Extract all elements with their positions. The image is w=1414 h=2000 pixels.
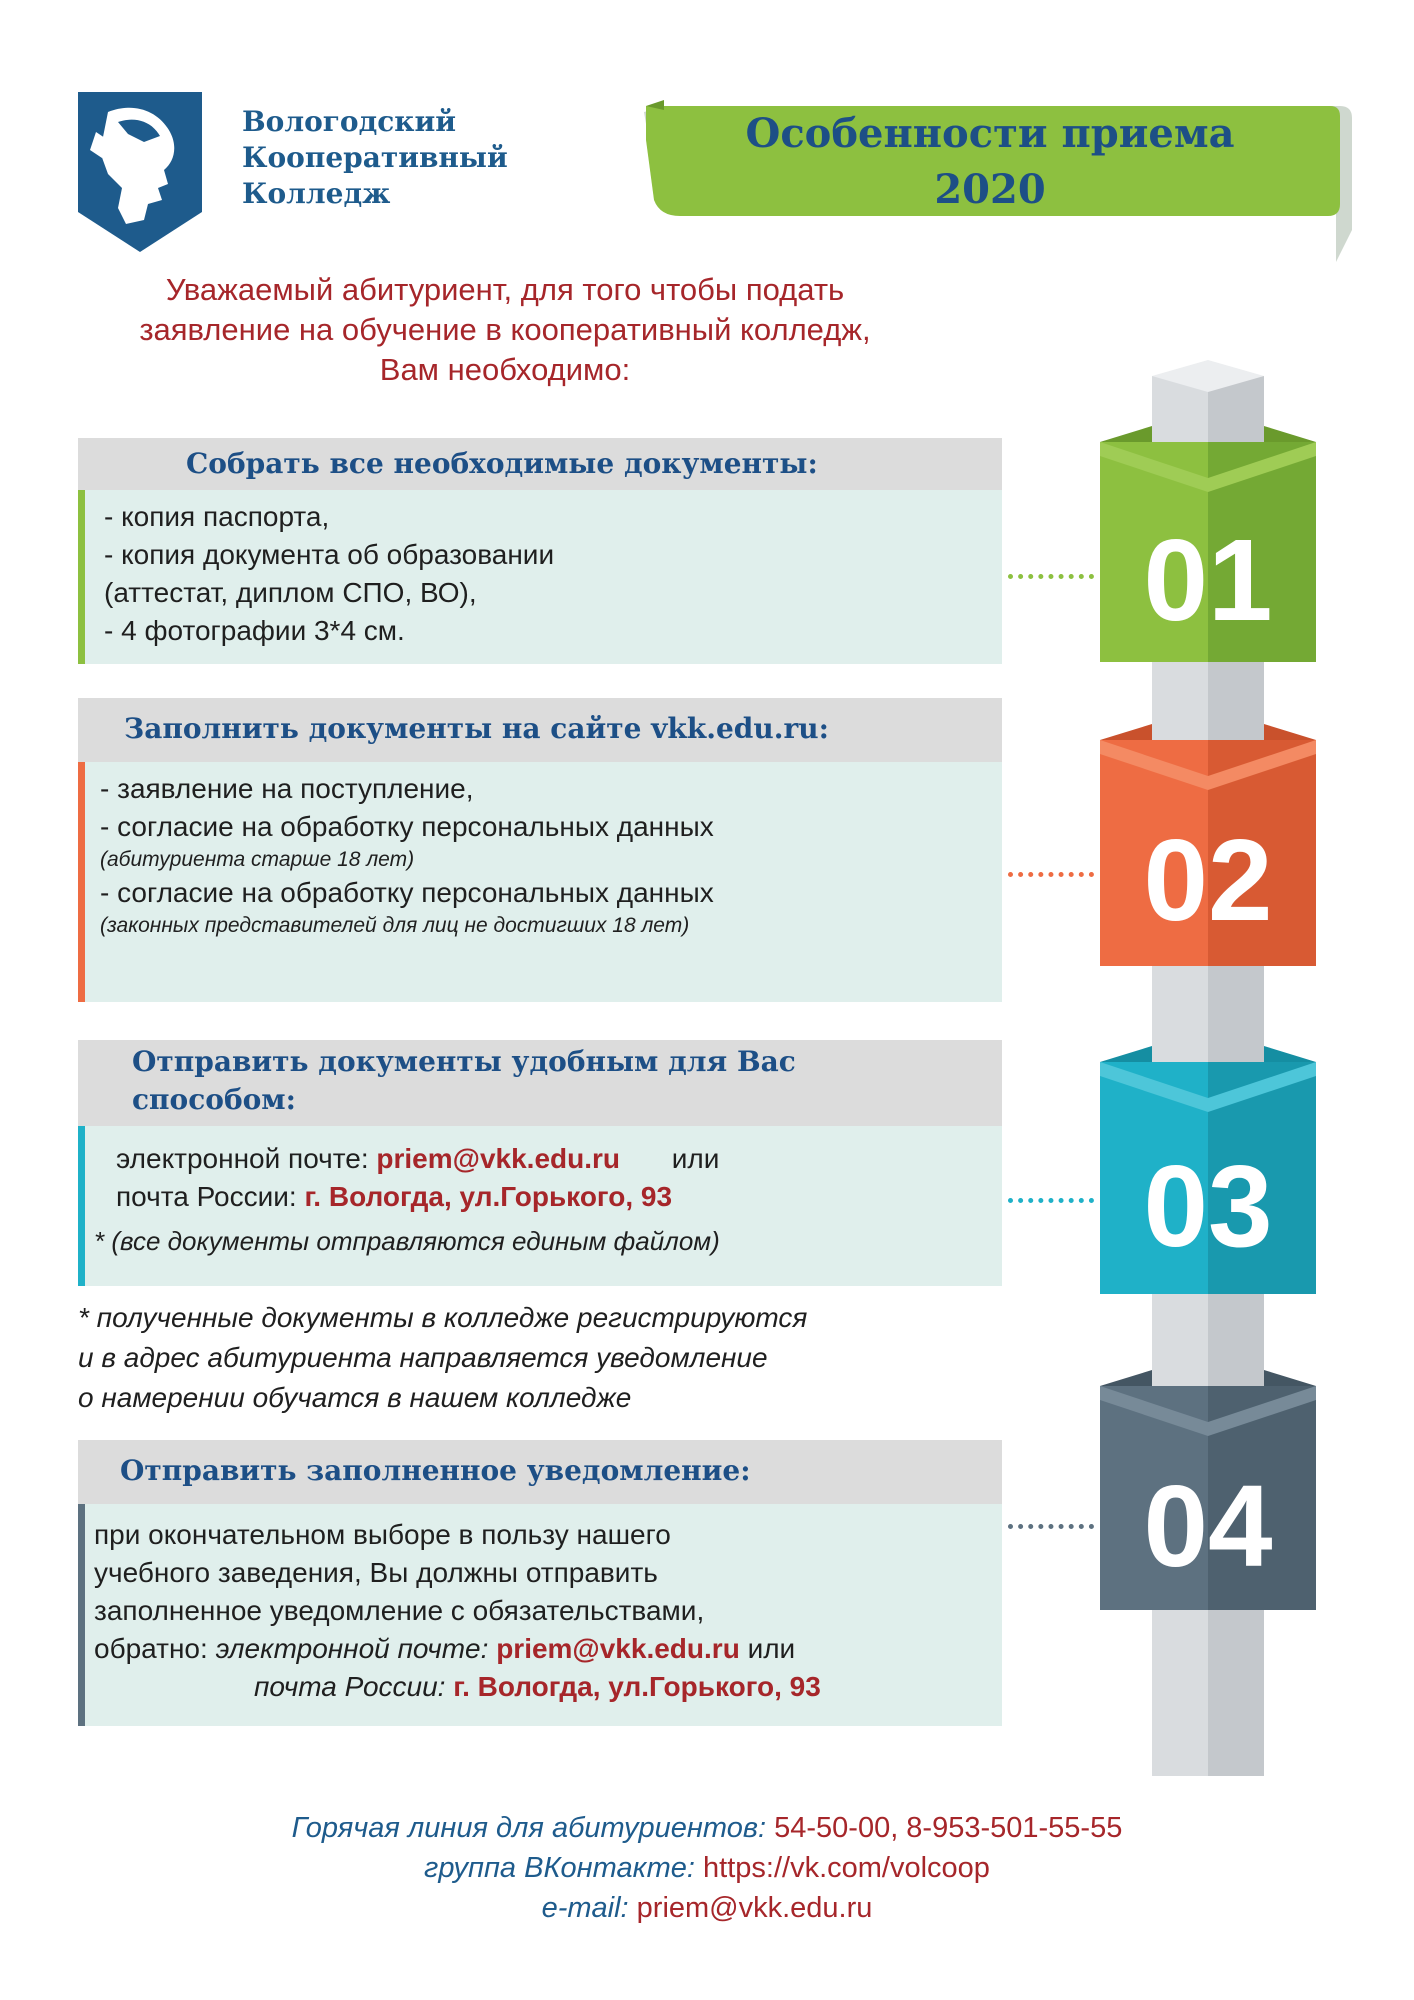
email-label: электронной почте: (215, 1633, 489, 1664)
step-3-title-line2: способом: (132, 1083, 296, 1116)
note-line3: о намерении обучатся в нашем колледже (78, 1382, 632, 1413)
vk-row (0, 1848, 1414, 1888)
step-4-line: заполненное уведомление с обязательствами, (94, 1595, 705, 1626)
post-address: г. Вологда, ул.Горького, 93 (304, 1181, 673, 1212)
email-label: электронной почте: (116, 1143, 369, 1174)
back-label: обратно: (94, 1633, 208, 1664)
step-2-note: (абитуриента старше 18 лет) (100, 848, 415, 871)
step-2-note: (законных представителей для лиц не достигших 18 лет) (100, 914, 690, 937)
email-link[interactable]: priem@vkk.edu.ru (376, 1143, 620, 1174)
step-2-title: Заполнить документы на сайте vkk.edu.ru: (78, 698, 1002, 762)
vk-label: группа ВКонтакте: (424, 1852, 695, 1884)
step-1-line: - 4 фотографии 3*4 см. (104, 615, 405, 646)
step-3-card (78, 1040, 1002, 1286)
step-3-post-row (116, 1178, 1002, 1216)
step-2-line: - заявление на поступление, (100, 773, 474, 804)
or-text: или (747, 1633, 796, 1664)
email-label: e-mail: (541, 1892, 629, 1924)
intro-line2: заявление на обучение в кооперативный колледж, (139, 312, 871, 347)
post-address: г. Вологда, ул.Горького, 93 (453, 1671, 821, 1702)
intro-line1: Уважаемый абитуриент, для того чтобы подать (165, 272, 845, 307)
step-4-body (78, 1516, 1002, 1706)
step-2-number: 02 (1143, 815, 1273, 945)
page-title-line1: Особенности приема (745, 110, 1235, 157)
vk-link[interactable]: https://vk.com/volcoop (703, 1852, 990, 1884)
contacts-footer (0, 1808, 1414, 1928)
step-1-line: - копия паспорта, (104, 501, 330, 532)
page-title (690, 106, 1290, 218)
step-4-cube (1100, 1370, 1316, 1610)
email-row (0, 1888, 1414, 1928)
step-3-cube (1100, 1046, 1316, 1294)
registration-note (78, 1298, 1038, 1418)
step-1-cube (1100, 426, 1316, 662)
step-4-line: учебного заведения, Вы должны отправить (94, 1557, 658, 1588)
page-title-year: 2020 (934, 166, 1046, 213)
step-4-email-row (94, 1630, 1002, 1668)
college-emblem-icon (78, 92, 202, 252)
note-line2: и в адрес абитуриента направляется уведомление (78, 1342, 768, 1373)
step-3-title (78, 1040, 1002, 1126)
steps-column (1080, 360, 1380, 1780)
email-link[interactable]: priem@vkk.edu.ru (496, 1633, 740, 1664)
step-3-email-row (116, 1140, 1002, 1178)
step-3-title-line1: Отправить документы удобным для Вас (132, 1045, 796, 1078)
step-3-number: 03 (1143, 1141, 1273, 1271)
step-4-line: при окончательном выборе в пользу нашего (94, 1519, 671, 1550)
intro-text (60, 270, 950, 390)
note-line1: * полученные документы в колледже регистрируются (78, 1302, 808, 1333)
step-1-line: (аттестат, диплом СПО, ВО), (104, 577, 477, 608)
post-label: почта России: (254, 1671, 446, 1702)
step-4-title: Отправить заполненное уведомление: (78, 1440, 1002, 1504)
or-text: или (671, 1143, 720, 1174)
step-1-body (78, 498, 1002, 650)
step-1-line: - копия документа об образовании (104, 539, 555, 570)
intro-line3: Вам необходимо: (379, 352, 631, 387)
step-2-cube (1100, 724, 1316, 966)
step-1-number: 01 (1143, 515, 1273, 645)
step-4-number: 04 (1143, 1461, 1273, 1591)
hotline-value[interactable]: 54-50-00, 8-953-501-55-55 (774, 1812, 1123, 1844)
step-2-line: - согласие на обработку персональных данных (100, 811, 714, 842)
college-name-line1: Вологодский (242, 105, 457, 138)
step-3-body (78, 1140, 1002, 1260)
step-2-body (78, 770, 1002, 940)
step-1-card (78, 438, 1002, 664)
college-name-line3: Колледж (242, 177, 391, 210)
hotline-row (0, 1808, 1414, 1848)
hotline-label: Горячая линия для абитуриентов: (291, 1812, 767, 1844)
step-3-footnote: * (все документы отправляются единым файлом) (94, 1226, 720, 1256)
step-1-title: Собрать все необходимые документы: (78, 438, 1002, 490)
step-4-post-row (94, 1668, 1002, 1706)
step-2-card (78, 698, 1002, 1002)
email-link[interactable]: priem@vkk.edu.ru (636, 1892, 873, 1924)
college-name-line2: Кооперативный (242, 141, 508, 174)
college-name (242, 104, 508, 212)
step-4-card (78, 1440, 1002, 1726)
post-label: почта России: (116, 1181, 297, 1212)
step-2-line: - согласие на обработку персональных данных (100, 877, 714, 908)
